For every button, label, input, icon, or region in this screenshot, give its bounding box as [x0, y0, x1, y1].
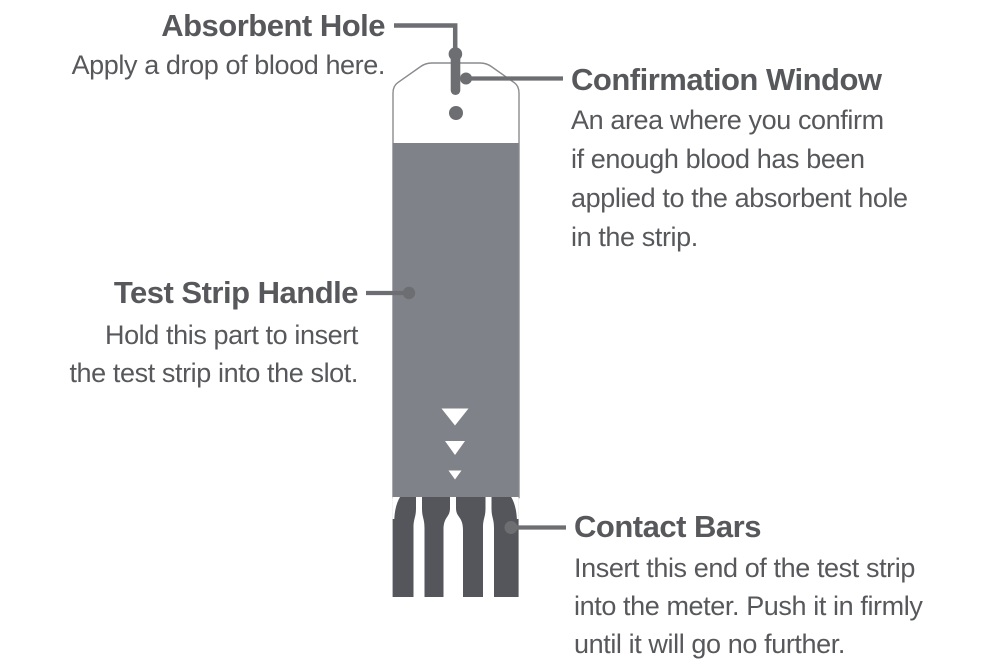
leader-dot: [449, 47, 463, 61]
annotation-absorbent-hole: [5, 8, 385, 84]
annotation-confirmation-window: [571, 62, 996, 257]
annotation-body: [571, 101, 996, 257]
leader-contact-bars: [505, 521, 567, 534]
confirmation-window-dot: [449, 106, 463, 120]
annotation-line: Hold this part to insert: [104, 320, 358, 350]
annotation-body: [0, 316, 358, 392]
annotation-line: Insert this end of the test strip: [574, 553, 915, 583]
annotation-title: Absorbent Hole: [161, 8, 385, 43]
leader-dot: [505, 521, 518, 534]
annotation-test-strip-handle: [0, 275, 358, 392]
annotation-contact-bars: [574, 509, 998, 663]
annotation-line: the test strip into the slot.: [69, 358, 358, 388]
annotation-title: Test Strip Handle: [113, 275, 358, 310]
annotation-line: until it will go no further.: [574, 629, 845, 659]
annotation-line: in the strip.: [571, 222, 698, 252]
leader-line: [394, 26, 455, 50]
leader-dot: [403, 287, 415, 299]
annotation-title: Contact Bars: [574, 509, 761, 544]
annotation-line: applied to the absorbent hole: [571, 183, 908, 213]
annotation-body: [574, 549, 998, 663]
annotation-line: Apply a drop of blood here.: [71, 50, 385, 80]
strip-contact-end: [393, 497, 519, 597]
annotation-line: if enough blood has been: [571, 144, 865, 174]
annotation-title: Confirmation Window: [571, 62, 882, 97]
annotation-line: into the meter. Push it in firmly: [574, 591, 923, 621]
annotation-line: An area where you confirm: [571, 105, 884, 135]
leader-absorbent-hole: [394, 26, 462, 61]
annotation-body: [5, 46, 385, 84]
leader-dot: [460, 73, 472, 85]
leader-test-strip-handle: [366, 287, 415, 299]
